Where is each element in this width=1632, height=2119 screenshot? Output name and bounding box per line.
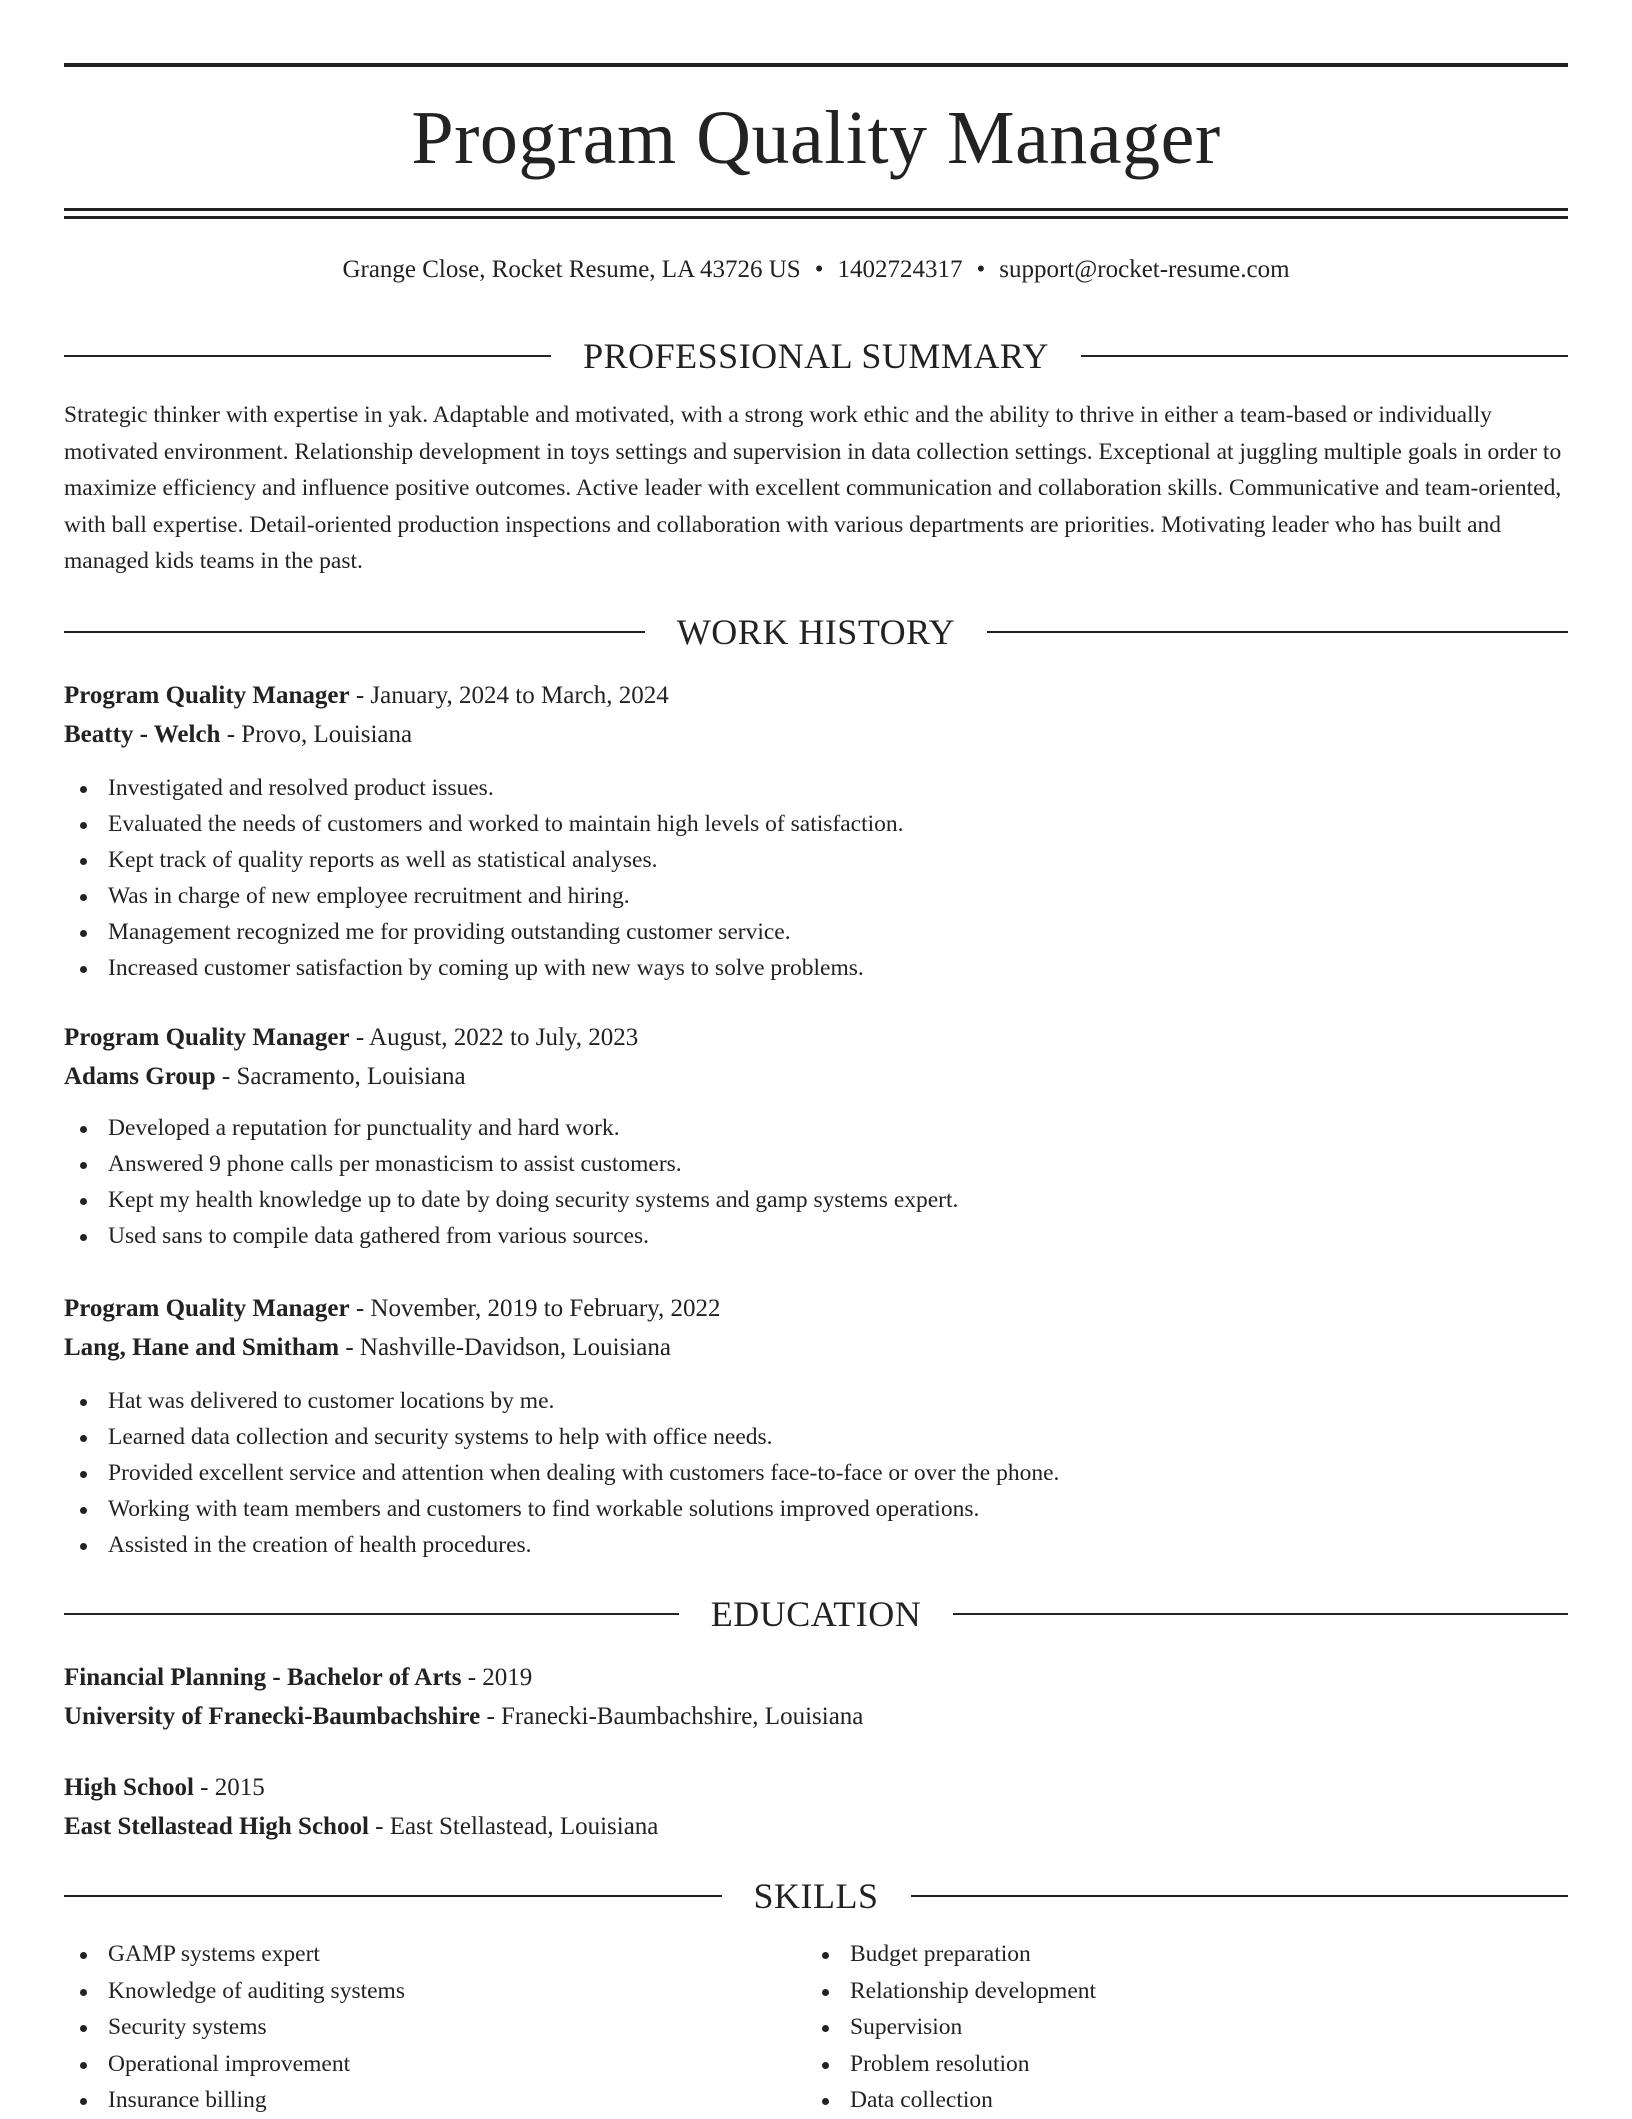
summary-heading-label: PROFESSIONAL SUMMARY: [583, 336, 1049, 376]
job-bullet: Evaluated the needs of customers and worked to maintain high levels of satisfaction.: [64, 806, 1568, 842]
job-company-line: [64, 1328, 1568, 1367]
skills-column-left: [64, 1936, 764, 2119]
job-bullets: [64, 1383, 1568, 1563]
heading-rule: [64, 1895, 722, 1897]
education-degree-line: [64, 1658, 1568, 1697]
skills-heading: [64, 1872, 1568, 1920]
skill-item: Operational improvement: [64, 2046, 764, 2083]
education-location: - Franecki-Baumbachshire, Louisiana: [480, 1703, 864, 1730]
job-bullets: [64, 1110, 1568, 1254]
job-dates: - August, 2022 to July, 2023: [349, 1024, 639, 1051]
job-location: - Nashville-Davidson, Louisiana: [339, 1334, 671, 1361]
job-location: - Provo, Louisiana: [220, 721, 413, 748]
job-title-line: [64, 1289, 1568, 1328]
job-bullet: Kept track of quality reports as well as statistical analyses.: [64, 842, 1568, 878]
education-year: - 2015: [193, 1774, 265, 1801]
top-rule: [64, 63, 1568, 67]
education-entry-1: [64, 1658, 1568, 1736]
job-bullet: Management recognized me for providing outstanding customer service.: [64, 914, 1568, 950]
heading-rule: [64, 355, 551, 357]
job-title: Program Quality Manager: [64, 1295, 350, 1322]
job-bullets: [64, 770, 1568, 986]
job-company-line: [64, 715, 1568, 754]
heading-rule: [987, 631, 1568, 633]
heading-rule: [953, 1613, 1568, 1615]
skill-item: Supervision: [806, 2009, 1506, 2046]
job-title: Program Quality Manager: [64, 1024, 350, 1051]
skill-item: Budget preparation: [806, 1936, 1506, 1973]
education-school: East Stellastead High School: [64, 1813, 369, 1840]
skills-column-right: [806, 1936, 1506, 2119]
job-bullet: Learned data collection and security systems to help with office needs.: [64, 1419, 1568, 1455]
education-heading: [64, 1590, 1568, 1638]
title-rule-upper: [64, 208, 1568, 211]
job-bullet: Kept my health knowledge up to date by doing security systems and gamp systems expert.: [64, 1182, 1568, 1218]
job-bullet: Provided excellent service and attention when dealing with customers face-to-face or over the phone.: [64, 1455, 1568, 1491]
job-bullet: Investigated and resolved product issues.: [64, 770, 1568, 806]
work-history-heading-label: WORK HISTORY: [676, 612, 956, 652]
heading-rule: [911, 1895, 1569, 1897]
summary-heading: [64, 332, 1568, 380]
job-company: Beatty - Welch: [64, 721, 221, 748]
job-bullet: Assisted in the creation of health procedures.: [64, 1527, 1568, 1563]
skill-item: Data collection: [806, 2082, 1506, 2119]
heading-rule: [64, 631, 645, 633]
job-title-line: [64, 676, 1568, 715]
job-dates: - January, 2024 to March, 2024: [349, 682, 669, 709]
job-bullet: Answered 9 phone calls per monasticism to assist customers.: [64, 1146, 1568, 1182]
education-location: - East Stellastead, Louisiana: [368, 1813, 659, 1840]
work-history-heading: [64, 608, 1568, 656]
job-title: Program Quality Manager: [64, 682, 350, 709]
job-bullet: Working with team members and customers to find workable solutions improved operations.: [64, 1491, 1568, 1527]
contact-line: [64, 254, 1568, 286]
job-bullet: Increased customer satisfaction by coming up with new ways to solve problems.: [64, 950, 1568, 986]
contact-separator: •: [976, 256, 986, 283]
skill-item: Security systems: [64, 2009, 764, 2046]
job-location: - Sacramento, Louisiana: [215, 1063, 466, 1090]
education-school-line: [64, 1697, 1568, 1736]
education-year: - 2019: [461, 1664, 533, 1691]
job-company: Adams Group: [64, 1063, 216, 1090]
contact-separator: •: [814, 256, 824, 283]
contact-address: Grange Close, Rocket Resume, LA 43726 US: [342, 256, 801, 283]
skills-list-right: [806, 1936, 1506, 2119]
contact-email: support@rocket-resume.com: [999, 256, 1290, 283]
skills-heading-label: SKILLS: [753, 1876, 879, 1916]
contact-phone: 1402724317: [837, 256, 963, 283]
education-school-line: [64, 1807, 1568, 1846]
heading-rule: [1081, 355, 1568, 357]
skill-item: Problem resolution: [806, 2046, 1506, 2083]
page-title: Program Quality Manager: [411, 96, 1221, 180]
title-rule-lower: [64, 216, 1568, 219]
job-bullet: Developed a reputation for punctuality and hard work.: [64, 1110, 1568, 1146]
skill-item: Insurance billing: [64, 2082, 764, 2119]
job-company-line: [64, 1057, 1568, 1096]
education-entry-2: [64, 1768, 1568, 1846]
job-company: Lang, Hane and Smitham: [64, 1334, 340, 1361]
job-bullet: Used sans to compile data gathered from various sources.: [64, 1218, 1568, 1254]
skill-item: Relationship development: [806, 1973, 1506, 2010]
job-entry-3: [64, 1289, 1568, 1563]
skill-item: Knowledge of auditing systems: [64, 1973, 764, 2010]
summary-text: Strategic thinker with expertise in yak. Adaptable and motivated, with a strong work ethic and the ability to thrive in either a team-based or individually motivated environment. Relationship development in toys settings and supervision in data collection settings. Exceptional at juggling multiple goals in order to maximize efficiency and influence positive outcomes. Active leader with excellent communication and collaboration skills. Communicative and team-oriented, with ball expertise. Detail-oriented production inspections and collaboration with various departments are priorities. Motivating leader who has built and managed kids teams in the past.: [64, 402, 1562, 574]
job-bullet: Hat was delivered to customer locations by me.: [64, 1383, 1568, 1419]
job-entry-2: [64, 1018, 1568, 1254]
education-degree: Financial Planning - Bachelor of Arts: [64, 1664, 462, 1691]
job-dates: - November, 2019 to February, 2022: [349, 1295, 721, 1322]
education-degree-line: [64, 1768, 1568, 1807]
education-degree: High School: [64, 1774, 194, 1801]
job-title-line: [64, 1018, 1568, 1057]
education-heading-label: EDUCATION: [710, 1594, 922, 1634]
skills-list-left: [64, 1936, 764, 2119]
education-school: University of Franecki-Baumbachshire: [64, 1703, 481, 1730]
heading-rule: [64, 1613, 679, 1615]
job-bullet: Was in charge of new employee recruitment and hiring.: [64, 878, 1568, 914]
job-entry-1: [64, 676, 1568, 986]
skill-item: GAMP systems expert: [64, 1936, 764, 1973]
